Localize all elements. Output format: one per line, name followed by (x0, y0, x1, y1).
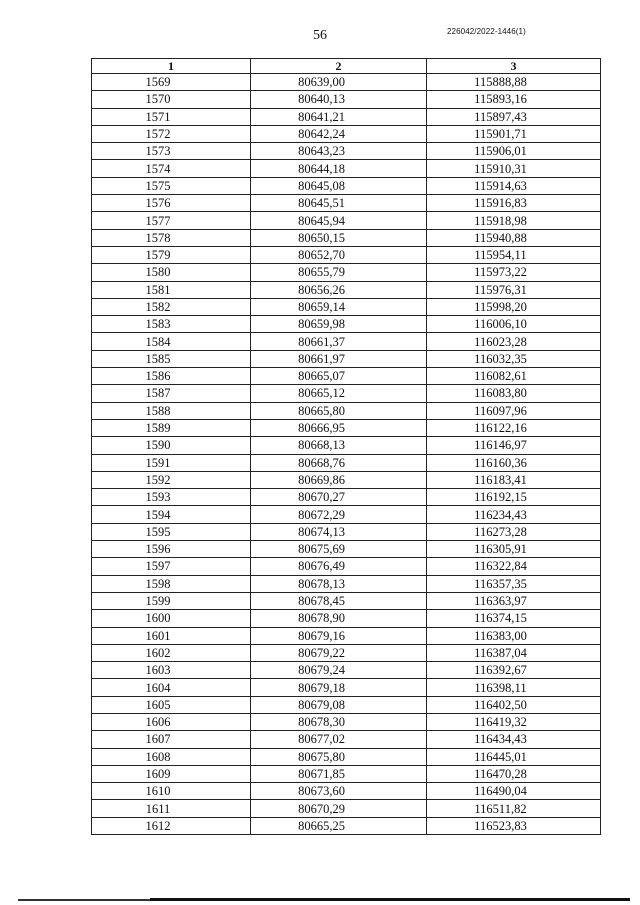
y-coordinate-cell: 115998,20 (427, 298, 601, 315)
y-coordinate-cell: 116392,67 (427, 662, 601, 679)
x-coordinate-cell: 80671,85 (251, 765, 427, 782)
table-row (92, 644, 601, 661)
table-row (92, 195, 601, 212)
point-number-cell: 1606 (92, 713, 251, 730)
point-number-cell: 1605 (92, 696, 251, 713)
y-coordinate-cell: 116234,43 (427, 506, 601, 523)
table-row (92, 316, 601, 333)
y-coordinate-cell: 116434,43 (427, 731, 601, 748)
point-number-cell: 1590 (92, 437, 251, 454)
x-coordinate-cell: 80674,13 (251, 523, 427, 540)
point-number-cell: 1575 (92, 177, 251, 194)
table-body (92, 74, 601, 835)
x-coordinate-cell: 80678,45 (251, 592, 427, 609)
x-coordinate-cell: 80641,21 (251, 108, 427, 125)
point-number-cell: 1596 (92, 541, 251, 558)
x-coordinate-cell: 80661,97 (251, 350, 427, 367)
table-row (92, 541, 601, 558)
y-coordinate-cell: 115906,01 (427, 143, 601, 160)
x-coordinate-cell: 80679,08 (251, 696, 427, 713)
y-coordinate-cell: 116402,50 (427, 696, 601, 713)
point-number-cell: 1609 (92, 765, 251, 782)
table-row (92, 177, 601, 194)
point-number-cell: 1588 (92, 402, 251, 419)
point-number-cell: 1593 (92, 489, 251, 506)
point-number-cell: 1611 (92, 800, 251, 817)
x-coordinate-cell: 80679,16 (251, 627, 427, 644)
x-coordinate-cell: 80679,22 (251, 644, 427, 661)
y-coordinate-cell: 115888,88 (427, 74, 601, 91)
y-coordinate-cell: 115897,43 (427, 108, 601, 125)
y-coordinate-cell: 116160,36 (427, 454, 601, 471)
page-number: 56 (313, 28, 327, 43)
y-coordinate-cell: 116383,00 (427, 627, 601, 644)
document-id: 226042/2022-1446(1) (447, 27, 526, 36)
column-header-3: 3 (427, 59, 601, 74)
x-coordinate-cell: 80678,30 (251, 713, 427, 730)
point-number-cell: 1569 (92, 74, 251, 91)
table-row (92, 471, 601, 488)
table-row (92, 108, 601, 125)
y-coordinate-cell: 116511,82 (427, 800, 601, 817)
y-coordinate-cell: 115910,31 (427, 160, 601, 177)
x-coordinate-cell: 80645,51 (251, 195, 427, 212)
point-number-cell: 1586 (92, 368, 251, 385)
table-row (92, 212, 601, 229)
table-row (92, 246, 601, 263)
point-number-cell: 1592 (92, 471, 251, 488)
point-number-cell: 1574 (92, 160, 251, 177)
table-row (92, 333, 601, 350)
x-coordinate-cell: 80645,94 (251, 212, 427, 229)
y-coordinate-cell: 116146,97 (427, 437, 601, 454)
point-number-cell: 1584 (92, 333, 251, 350)
y-coordinate-cell: 115976,31 (427, 281, 601, 298)
table-row (92, 160, 601, 177)
table-row (92, 713, 601, 730)
y-coordinate-cell: 116083,80 (427, 385, 601, 402)
y-coordinate-cell: 116374,15 (427, 610, 601, 627)
table-row (92, 731, 601, 748)
table-row (92, 402, 601, 419)
table-row (92, 575, 601, 592)
y-coordinate-cell: 115954,11 (427, 246, 601, 263)
footer-rule-heavy (150, 898, 630, 901)
x-coordinate-cell: 80650,15 (251, 229, 427, 246)
y-coordinate-cell: 116183,41 (427, 471, 601, 488)
table-row (92, 662, 601, 679)
y-coordinate-cell: 116023,28 (427, 333, 601, 350)
point-number-cell: 1571 (92, 108, 251, 125)
point-number-cell: 1608 (92, 748, 251, 765)
x-coordinate-cell: 80675,80 (251, 748, 427, 765)
point-number-cell: 1600 (92, 610, 251, 627)
table-row (92, 264, 601, 281)
table-row (92, 298, 601, 315)
table-row (92, 350, 601, 367)
x-coordinate-cell: 80659,98 (251, 316, 427, 333)
point-number-cell: 1573 (92, 143, 251, 160)
x-coordinate-cell: 80666,95 (251, 419, 427, 436)
y-coordinate-cell: 116032,35 (427, 350, 601, 367)
column-header-1: 1 (92, 59, 251, 74)
y-coordinate-cell: 116470,28 (427, 765, 601, 782)
y-coordinate-cell: 116122,16 (427, 419, 601, 436)
point-number-cell: 1583 (92, 316, 251, 333)
table-row (92, 523, 601, 540)
point-number-cell: 1607 (92, 731, 251, 748)
y-coordinate-cell: 115973,22 (427, 264, 601, 281)
x-coordinate-cell: 80643,23 (251, 143, 427, 160)
y-coordinate-cell: 115901,71 (427, 125, 601, 142)
table-row (92, 143, 601, 160)
y-coordinate-cell: 116445,01 (427, 748, 601, 765)
x-coordinate-cell: 80656,26 (251, 281, 427, 298)
y-coordinate-cell: 116097,96 (427, 402, 601, 419)
point-number-cell: 1570 (92, 91, 251, 108)
x-coordinate-cell: 80665,07 (251, 368, 427, 385)
point-number-cell: 1595 (92, 523, 251, 540)
y-coordinate-cell: 116006,10 (427, 316, 601, 333)
x-coordinate-cell: 80645,08 (251, 177, 427, 194)
table-row (92, 696, 601, 713)
table-row (92, 817, 601, 834)
table-row (92, 592, 601, 609)
x-coordinate-cell: 80676,49 (251, 558, 427, 575)
table-row (92, 419, 601, 436)
point-number-cell: 1612 (92, 817, 251, 834)
y-coordinate-cell: 116357,35 (427, 575, 601, 592)
y-coordinate-cell: 115914,63 (427, 177, 601, 194)
y-coordinate-cell: 116322,84 (427, 558, 601, 575)
point-number-cell: 1604 (92, 679, 251, 696)
table-row (92, 610, 601, 627)
point-number-cell: 1580 (92, 264, 251, 281)
coordinates-table (91, 58, 601, 835)
table-row (92, 125, 601, 142)
x-coordinate-cell: 80669,86 (251, 471, 427, 488)
point-number-cell: 1582 (92, 298, 251, 315)
y-coordinate-cell: 116387,04 (427, 644, 601, 661)
x-coordinate-cell: 80659,14 (251, 298, 427, 315)
y-coordinate-cell: 115916,83 (427, 195, 601, 212)
point-number-cell: 1602 (92, 644, 251, 661)
x-coordinate-cell: 80639,00 (251, 74, 427, 91)
point-number-cell: 1597 (92, 558, 251, 575)
table-row (92, 454, 601, 471)
table-header-row (92, 59, 601, 74)
table-row (92, 437, 601, 454)
table-row (92, 506, 601, 523)
x-coordinate-cell: 80679,18 (251, 679, 427, 696)
x-coordinate-cell: 80665,80 (251, 402, 427, 419)
point-number-cell: 1581 (92, 281, 251, 298)
y-coordinate-cell: 116082,61 (427, 368, 601, 385)
x-coordinate-cell: 80673,60 (251, 783, 427, 800)
y-coordinate-cell: 116363,97 (427, 592, 601, 609)
x-coordinate-cell: 80661,37 (251, 333, 427, 350)
point-number-cell: 1601 (92, 627, 251, 644)
y-coordinate-cell: 116398,11 (427, 679, 601, 696)
x-coordinate-cell: 80665,25 (251, 817, 427, 834)
y-coordinate-cell: 116192,15 (427, 489, 601, 506)
y-coordinate-cell: 116523,83 (427, 817, 601, 834)
x-coordinate-cell: 80655,79 (251, 264, 427, 281)
x-coordinate-cell: 80642,24 (251, 125, 427, 142)
x-coordinate-cell: 80670,29 (251, 800, 427, 817)
point-number-cell: 1591 (92, 454, 251, 471)
table-row (92, 748, 601, 765)
x-coordinate-cell: 80640,13 (251, 91, 427, 108)
point-number-cell: 1578 (92, 229, 251, 246)
x-coordinate-cell: 80652,70 (251, 246, 427, 263)
x-coordinate-cell: 80677,02 (251, 731, 427, 748)
table-row (92, 91, 601, 108)
y-coordinate-cell: 116419,32 (427, 713, 601, 730)
x-coordinate-cell: 80679,24 (251, 662, 427, 679)
point-number-cell: 1610 (92, 783, 251, 800)
table-row (92, 489, 601, 506)
x-coordinate-cell: 80644,18 (251, 160, 427, 177)
table-row (92, 558, 601, 575)
table-row (92, 229, 601, 246)
y-coordinate-cell: 115893,16 (427, 91, 601, 108)
point-number-cell: 1598 (92, 575, 251, 592)
point-number-cell: 1594 (92, 506, 251, 523)
x-coordinate-cell: 80678,90 (251, 610, 427, 627)
x-coordinate-cell: 80678,13 (251, 575, 427, 592)
x-coordinate-cell: 80670,27 (251, 489, 427, 506)
table-row (92, 281, 601, 298)
table-row (92, 783, 601, 800)
y-coordinate-cell: 116273,28 (427, 523, 601, 540)
table-row (92, 627, 601, 644)
x-coordinate-cell: 80668,13 (251, 437, 427, 454)
point-number-cell: 1572 (92, 125, 251, 142)
point-number-cell: 1587 (92, 385, 251, 402)
column-header-2: 2 (251, 59, 427, 74)
point-number-cell: 1599 (92, 592, 251, 609)
table-row (92, 368, 601, 385)
table-row (92, 800, 601, 817)
x-coordinate-cell: 80668,76 (251, 454, 427, 471)
table-row (92, 385, 601, 402)
y-coordinate-cell: 115940,88 (427, 229, 601, 246)
y-coordinate-cell: 116305,91 (427, 541, 601, 558)
point-number-cell: 1579 (92, 246, 251, 263)
point-number-cell: 1577 (92, 212, 251, 229)
x-coordinate-cell: 80672,29 (251, 506, 427, 523)
y-coordinate-cell: 116490,04 (427, 783, 601, 800)
table-row (92, 765, 601, 782)
point-number-cell: 1576 (92, 195, 251, 212)
point-number-cell: 1585 (92, 350, 251, 367)
y-coordinate-cell: 115918,98 (427, 212, 601, 229)
x-coordinate-cell: 80675,69 (251, 541, 427, 558)
point-number-cell: 1589 (92, 419, 251, 436)
table-row (92, 74, 601, 91)
x-coordinate-cell: 80665,12 (251, 385, 427, 402)
point-number-cell: 1603 (92, 662, 251, 679)
table-row (92, 679, 601, 696)
